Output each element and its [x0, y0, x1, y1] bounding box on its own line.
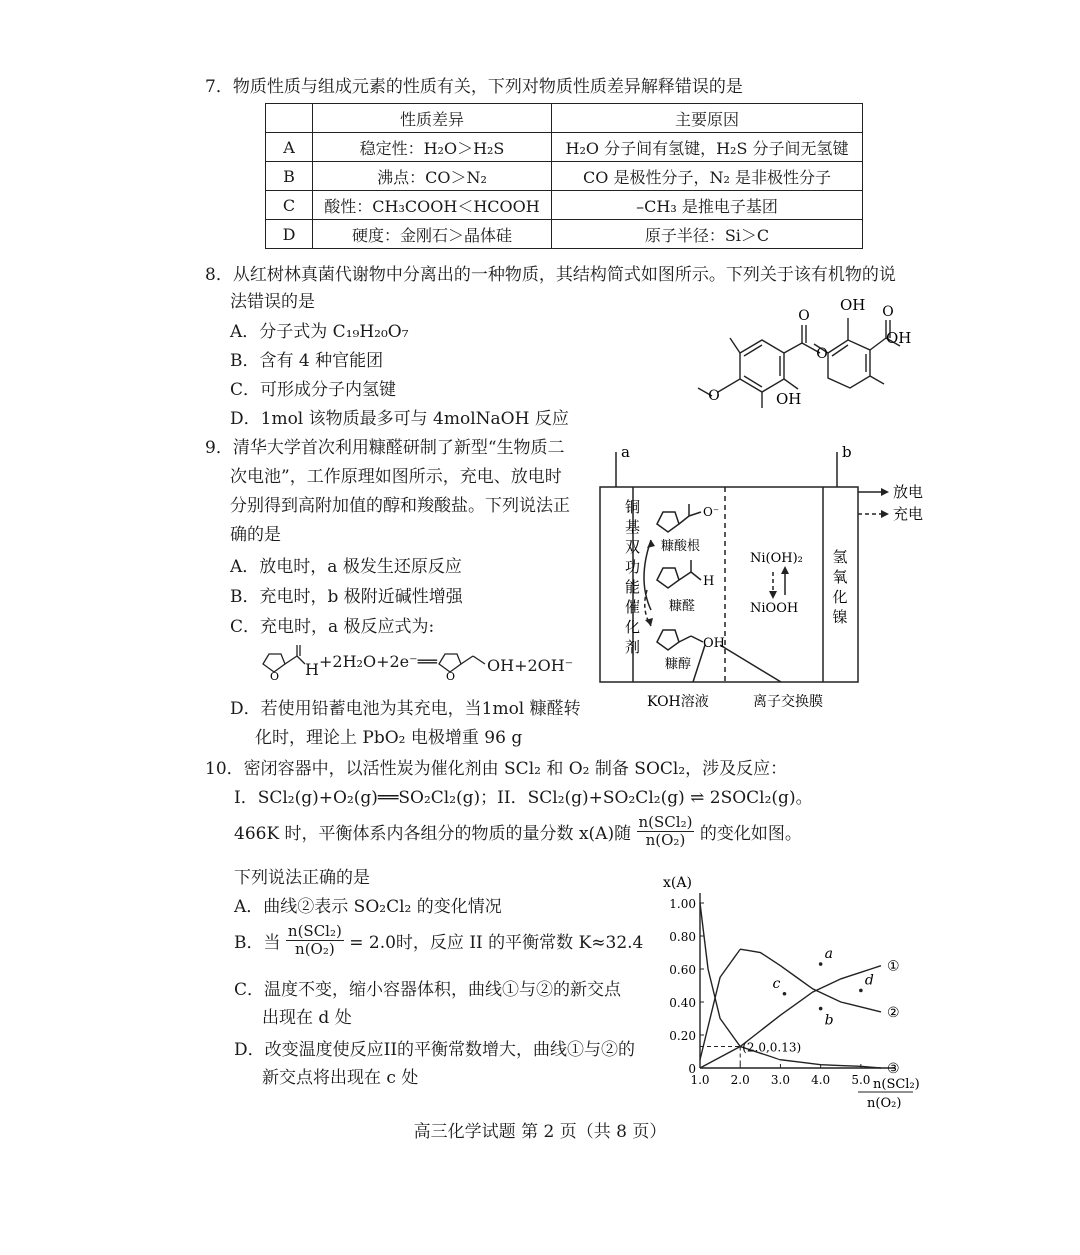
- catalyst-label-7: 剂: [625, 638, 641, 656]
- catalyst-label-5: 催: [625, 598, 641, 616]
- q8-stem-2: 法错误的是: [230, 292, 315, 312]
- y-tick-label: 0.40: [669, 996, 696, 1010]
- series-label-3: ③: [886, 1061, 900, 1077]
- point-b: [819, 1007, 823, 1011]
- svg-text:O: O: [798, 308, 810, 324]
- y-tick-label: 1.00: [669, 897, 696, 911]
- catalyst-label-6: 化: [625, 618, 641, 636]
- q7-reason: H₂O 分子间有氢键，H₂S 分子间无氢键: [552, 133, 863, 162]
- q7-diff: 硬度：金刚石＞晶体硅: [313, 220, 552, 249]
- q10-option-d-2: 新交点将出现在 c 处: [262, 1068, 419, 1088]
- nickel-label-2: 化: [832, 588, 848, 606]
- q10-stem: 10．密闭容器中，以活性炭为催化剂由 SCl₂ 和 O₂ 制备 SOCl₂，涉及反应：: [205, 759, 788, 779]
- catalyst-label-4: 能: [625, 578, 641, 596]
- nickel-label-1: 氧: [832, 568, 848, 586]
- discharge-label: 放电: [893, 483, 924, 501]
- q7-diff: 沸点：CO＞N₂: [313, 162, 552, 191]
- oh-bottom-label: OH: [776, 390, 802, 408]
- svg-text:O: O: [882, 304, 894, 320]
- furfural-label: 糠醛: [669, 599, 696, 614]
- catalyst-label-3: 功: [625, 558, 641, 576]
- point-label-a: a: [824, 946, 834, 963]
- table-row: [266, 162, 863, 191]
- catalyst-label-0: 铜: [625, 498, 641, 516]
- x-axis-label-denominator: n(O₂): [867, 1096, 902, 1111]
- page-footer: 高三化学试题 第 2 页（共 8 页）: [413, 1122, 667, 1142]
- q9-option-d-2: 化时，理论上 PbO₂ 电极增重 96 g: [255, 728, 523, 748]
- niooh-label: NiOOH: [750, 601, 799, 616]
- x-axis-label-numerator: n(SCl₂): [873, 1077, 920, 1092]
- q7-diff: 稳定性：H₂O＞H₂S: [313, 133, 552, 162]
- x-tick-label: 2.0: [730, 1073, 750, 1087]
- svg-text:O: O: [708, 388, 720, 404]
- q7-header-reason: 主要原因: [552, 104, 863, 133]
- point-label-d: d: [864, 972, 874, 989]
- furfuryl-alcohol-label: 糠醇: [665, 657, 692, 672]
- x-tick-label: 5.0: [851, 1073, 871, 1087]
- series-label-1: ①: [886, 958, 900, 975]
- electrode-a-label: a: [621, 443, 630, 461]
- q10-ask: 下列说法正确的是: [234, 868, 370, 888]
- point-d: [859, 989, 863, 993]
- svg-text:O: O: [446, 670, 456, 682]
- q10-chart: [655, 870, 925, 1115]
- eq-left-h: H: [305, 660, 319, 679]
- q10-cond-post: 的变化如图。: [699, 824, 802, 844]
- koh-label: KOH溶液: [647, 694, 709, 710]
- q7-reason: 原子半径：Si＞C: [552, 220, 863, 249]
- svg-text:O: O: [270, 670, 280, 682]
- y-tick-label: 0.20: [669, 1029, 696, 1043]
- q10-option-b: [234, 923, 643, 965]
- q10-condition: [234, 814, 802, 854]
- membrane-label: 离子交换膜: [753, 694, 823, 710]
- q9-battery-diagram: [585, 440, 930, 715]
- fraction-denominator: n(O₂): [645, 831, 686, 849]
- q8-option-c: C．可形成分子内氢键: [230, 380, 397, 400]
- q9-stem-3: 分别得到高附加值的醇和羧酸盐。下列说法正: [230, 496, 570, 516]
- oh-label: OH: [703, 636, 725, 651]
- point-label-c: c: [772, 975, 781, 992]
- fraction-numerator: n(SCl₂): [638, 813, 693, 831]
- q9-stem-2: 次电池”，工作原理如图所示，充电、放电时: [230, 467, 562, 487]
- q8-structure-diagram: [690, 288, 920, 418]
- q7-stem: 7．物质性质与组成元素的性质有关，下列对物质性质差异解释错误的是: [205, 77, 743, 97]
- point-label-b: b: [824, 1012, 834, 1029]
- point-a: [819, 962, 823, 966]
- q8-option-b: B．含有 4 种官能团: [230, 351, 384, 371]
- q7-opt: B: [266, 162, 313, 191]
- q10-option-c-2: 出现在 d 处: [262, 1008, 352, 1028]
- point-c: [783, 992, 787, 996]
- y-tick-label: 0.60: [669, 963, 696, 977]
- table-row: [266, 220, 863, 249]
- o-minus-label: O⁻: [703, 505, 720, 519]
- q8-stem-1: 8．从红树林真菌代谢物中分离出的一种物质，其结构简式如图所示。下列关于该有机物的说: [205, 265, 896, 285]
- q10-option-a: A．曲线②表示 SO₂Cl₂ 的变化情况: [234, 897, 502, 917]
- catalyst-label-1: 基: [625, 518, 641, 536]
- q9-stem-1: 9．清华大学首次利用糠醛研制了新型“生物质二: [205, 438, 565, 458]
- q7-diff: 酸性：CH₃COOH＜HCOOH: [313, 191, 552, 220]
- y-tick-label: 0: [688, 1062, 696, 1076]
- fraction-denominator: n(O₂): [295, 940, 335, 958]
- q9-stem-4: 确的是: [230, 525, 281, 545]
- q9-option-b: B．充电时，b 极附近碱性增强: [230, 587, 463, 607]
- q7-opt: D: [266, 220, 313, 249]
- q7-opt: C: [266, 191, 313, 220]
- catalyst-label-2: 双: [625, 538, 641, 556]
- h-label: H: [703, 574, 715, 589]
- eq-middle: +2H₂O+2e⁻══: [319, 652, 437, 671]
- q9-option-a: A．放电时，a 极发生还原反应: [230, 557, 462, 577]
- table-row: [266, 191, 863, 220]
- annotation-label: (2.0,0.13): [742, 1040, 802, 1055]
- series-label-2: ②: [886, 1004, 900, 1021]
- q7-reason: –CH₃ 是推电子基团: [552, 191, 863, 220]
- electrode-b-label: b: [842, 443, 852, 461]
- q9-option-d-1: D．若使用铅蓄电池为其充电，当1mol 糠醛转: [230, 699, 581, 719]
- q10-ratio-fraction: [637, 814, 695, 849]
- q7-opt: A: [266, 133, 313, 162]
- oh-acid-label: OH: [886, 329, 912, 347]
- nickel-label-3: 镍: [832, 608, 848, 626]
- q10-cond-pre: 466K 时，平衡体系内各组分的物质的量分数 x(A)随: [234, 824, 632, 844]
- q10-optb-post: = 2.0时，反应 II 的平衡常数 K≈32.4: [349, 933, 644, 953]
- x-tick-label: 4.0: [811, 1073, 831, 1087]
- q10-option-d-1: D．改变温度使反应II的平衡常数增大，曲线①与②的: [234, 1040, 636, 1060]
- q9-option-c-equation: [255, 642, 585, 682]
- fraction-numerator: n(SCl₂): [287, 922, 342, 940]
- q8-option-d: D．1mol 该物质最多可与 4molNaOH 反应: [230, 409, 569, 429]
- q10-optb-fraction: [286, 923, 344, 958]
- y-tick-label: 0.80: [669, 930, 696, 944]
- q8-option-a: A．分子式为 C₁₉H₂₀O₇: [230, 322, 409, 342]
- table-row: [266, 133, 863, 162]
- q10-option-c-1: C．温度不变，缩小容器体积，曲线①与②的新交点: [234, 980, 622, 1000]
- svg-text:O: O: [816, 346, 828, 362]
- q7-header-diff: 性质差异: [313, 104, 552, 133]
- furoate-label: 糠酸根: [661, 539, 701, 554]
- q10-optb-pre: B．当: [234, 933, 281, 953]
- q9-option-c: C．充电时，a 极反应式为:: [230, 617, 435, 637]
- charge-label: 充电: [893, 505, 924, 523]
- q10-reactions: I．SCl₂(g)+O₂(g)══SO₂Cl₂(g)；II．SCl₂(g)+SO₂Cl₂(g) ⇌ 2SOCl₂(g)。: [234, 788, 813, 808]
- oh-top-label: OH: [840, 296, 866, 314]
- q7-reason: CO 是极性分子，N₂ 是非极性分子: [552, 162, 863, 191]
- x-tick-label: 1.0: [690, 1073, 710, 1087]
- nickel-label-0: 氢: [832, 548, 848, 566]
- x-tick-label: 3.0: [770, 1073, 790, 1087]
- y-axis-label: x(A): [663, 875, 692, 891]
- nioh2-label: Ni(OH)₂: [750, 551, 803, 566]
- furfuryl-alcohol-structure: [433, 642, 493, 682]
- q7-table: [265, 103, 863, 249]
- eq-right: OH+2OH⁻: [487, 656, 574, 675]
